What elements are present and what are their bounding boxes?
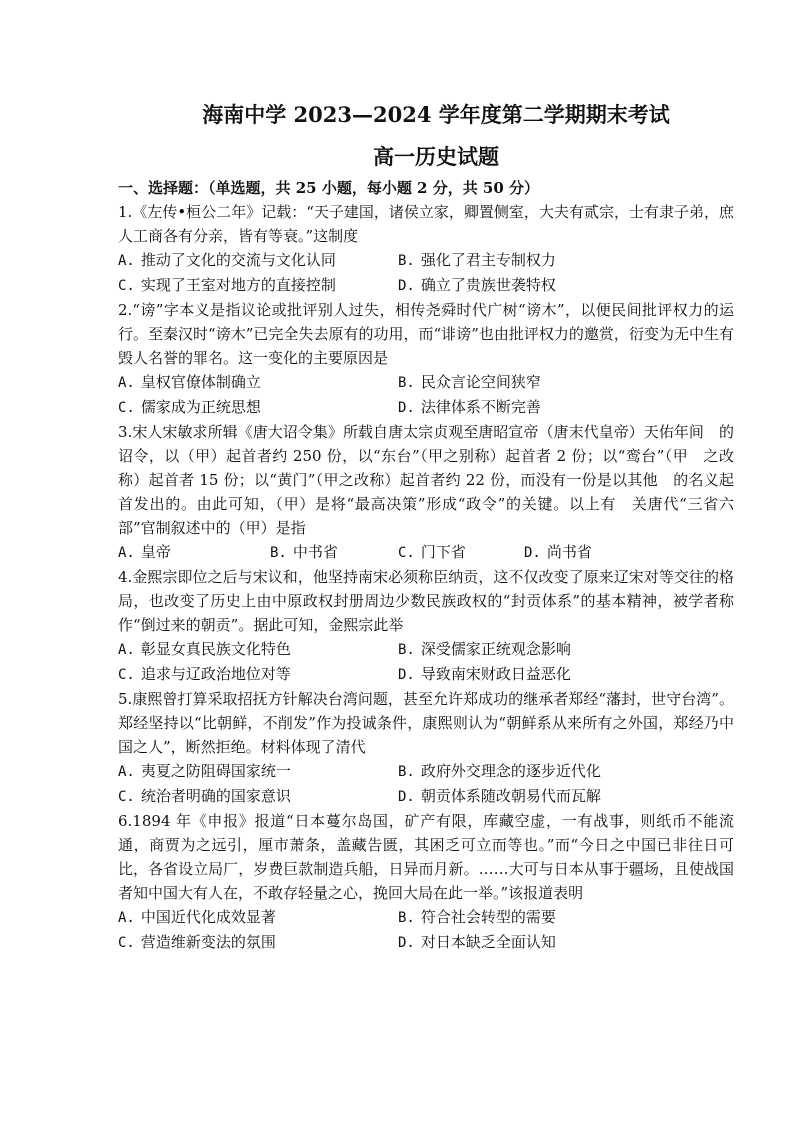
option-label: A. — [118, 910, 135, 926]
section-heading: 一、选择题：（单选题，共 25 小题，每小题 2 分，共 50 分） — [118, 179, 540, 197]
option-label: B. — [398, 642, 415, 658]
option-label: D. — [398, 935, 415, 951]
option-list — [118, 370, 734, 420]
option-label: B. — [398, 910, 415, 926]
option-c — [118, 395, 398, 420]
question-5 — [118, 687, 734, 809]
option-text: 政府外交理念的逐步近代化 — [420, 762, 601, 780]
option-label: C. — [118, 667, 135, 683]
option-label: A. — [118, 253, 135, 269]
option-d — [524, 540, 674, 565]
question-3 — [118, 420, 734, 565]
option-b — [398, 905, 678, 930]
question-4 — [118, 565, 734, 687]
option-text: 中国近代化成效显著 — [140, 908, 276, 926]
option-label: A. — [118, 764, 135, 780]
option-label: C. — [118, 278, 135, 294]
option-text: 推动了文化的交流与文化认同 — [140, 251, 336, 269]
option-label: D. — [524, 545, 541, 561]
option-text: 符合社会转型的需要 — [420, 908, 556, 926]
option-text: 对日本缺乏全面认知 — [420, 933, 556, 951]
question-stem: 1.《左传•桓公二年》记载：“天子建国，诸侯立家，卿置侧室，大夫有贰宗，士有隶子弟，庶人工商各有分亲，皆有等衰。”这制度 — [118, 203, 734, 245]
option-label: B. — [398, 375, 415, 391]
option-list — [118, 248, 734, 298]
option-text: 尚书省 — [546, 543, 592, 561]
exam-subtitle: 高一历史试题 — [373, 144, 499, 169]
option-list — [118, 759, 734, 809]
option-list — [118, 540, 734, 565]
option-text: 民众言论空间狭窄 — [420, 373, 541, 391]
option-a — [118, 759, 398, 784]
option-label: D. — [398, 789, 415, 805]
option-b — [398, 248, 678, 273]
question-6 — [118, 809, 734, 955]
option-c — [118, 930, 398, 955]
option-label: C. — [398, 545, 415, 561]
option-d — [398, 395, 678, 420]
option-d — [398, 930, 678, 955]
option-text: 强化了君主专制权力 — [420, 251, 556, 269]
option-list — [118, 637, 734, 687]
option-label: D. — [398, 667, 415, 683]
option-text: 儒家成为正统思想 — [140, 398, 261, 416]
question-stem: 3.宋人宋敏求所辑《唐大诏令集》所载自唐太宗贞观至唐昭宣帝（唐末代皇帝）天佑年间 的诏令，以（甲）起首者约 250 份，以“东台”（甲之别称）起首者 2 份；以“鸾台”（甲 之改称）起首者 15 份；以“黄门”（甲之改称）起首者约 22 份，而没有一份是以其他 的名义起首发出的。由此可知，（甲）是将“最高决策”形成“政令”的关键。以上有 关唐代“三省六部”官制叙述中的（甲）是指 — [118, 423, 734, 537]
option-text: 中书省 — [292, 543, 338, 561]
option-list — [118, 905, 734, 955]
option-a — [118, 905, 398, 930]
exam-title: 海南中学 2023—2024 学年度第二学期期末考试 — [202, 102, 670, 127]
option-c — [118, 273, 398, 298]
option-b — [398, 759, 678, 784]
option-label: D. — [398, 278, 415, 294]
option-label: B. — [270, 545, 287, 561]
option-a — [118, 540, 270, 565]
option-c — [118, 662, 398, 687]
option-text: 实现了王室对地方的直接控制 — [140, 276, 336, 294]
option-d — [398, 273, 678, 298]
option-text: 营造维新变法的氛围 — [140, 933, 276, 951]
option-b — [398, 637, 678, 662]
option-text: 彰显女真民族文化特色 — [140, 640, 291, 658]
option-label: C. — [118, 400, 135, 416]
option-text: 皇权官僚体制确立 — [140, 373, 261, 391]
option-b — [398, 370, 678, 395]
option-text: 朝贡体系随改朝易代而瓦解 — [420, 787, 601, 805]
option-label: D. — [398, 400, 415, 416]
option-text: 导致南宋财政日益恶化 — [420, 665, 571, 683]
option-a — [118, 637, 398, 662]
question-stem: 5.康熙曾打算采取招抚方针解决台湾问题，甚至允许郑成功的继承者郑经“藩封，世守台湾”。郑经坚持以“比朝鲜，不削发”作为投诚条件，康熙则认为“朝鲜系从来所有之外国，郑经乃中国之人”，断然拒绝。材料体现了清代 — [118, 690, 734, 756]
option-a — [118, 248, 398, 273]
option-label: A. — [118, 642, 135, 658]
option-label: B. — [398, 253, 415, 269]
option-d — [398, 662, 678, 687]
option-label: C. — [118, 789, 135, 805]
question-stem: 2.“谤”字本义是指议论或批评别人过失，相传尧舜时代广树“谤木”，以便民间批评权力的运行。至秦汉时“谤木”已完全失去原有的功用，而“诽谤”也由批评权力的邀赏，衍变为无中生有毁人名誉的罪名。这一变化的主要原因是 — [118, 301, 734, 367]
question-stem: 4.金熙宗即位之后与宋议和，他坚持南宋必须称臣纳贡，这不仅改变了原来辽宋对等交往的格局，也改变了历史上由中原政权封册周边少数民族政权的“封贡体系”的基本精神，被学者称作“倒过来的朝贡”。据此可知，金熙宗此举 — [118, 568, 734, 634]
question-stem: 6.1894 年《申报》报道“日本蔓尔岛国，矿产有限，库藏空虚，一有战事，则纸币不能流通，商贾为之远引，厘市萧条，盖藏告匮，其困乏可立而等也。”而“今日之中国已非往日可比，各省设立局厂，岁费巨款制造兵船，日异而月新。……大可与日本从事于疆场，且使战国者知中国大有人在，不敢存轻量之心，挽回大局在此一举。”该报道表明 — [118, 812, 734, 902]
option-label: A. — [118, 545, 135, 561]
option-text: 深受儒家正统观念影响 — [420, 640, 571, 658]
option-text: 门下省 — [420, 543, 466, 561]
option-text: 确立了贵族世袭特权 — [420, 276, 556, 294]
option-text: 皇帝 — [140, 543, 171, 561]
option-text: 统治者明确的国家意识 — [140, 787, 291, 805]
question-1 — [118, 200, 734, 298]
option-c — [118, 784, 398, 809]
option-label: A. — [118, 375, 135, 391]
option-text: 夷夏之防阻碍国家统一 — [140, 762, 291, 780]
option-c — [398, 540, 524, 565]
option-a — [118, 370, 398, 395]
option-b — [270, 540, 398, 565]
option-text: 法律体系不断完善 — [420, 398, 541, 416]
option-label: B. — [398, 764, 415, 780]
option-d — [398, 784, 678, 809]
option-text: 追求与辽政治地位对等 — [140, 665, 291, 683]
question-2 — [118, 298, 734, 420]
option-label: C. — [118, 935, 135, 951]
